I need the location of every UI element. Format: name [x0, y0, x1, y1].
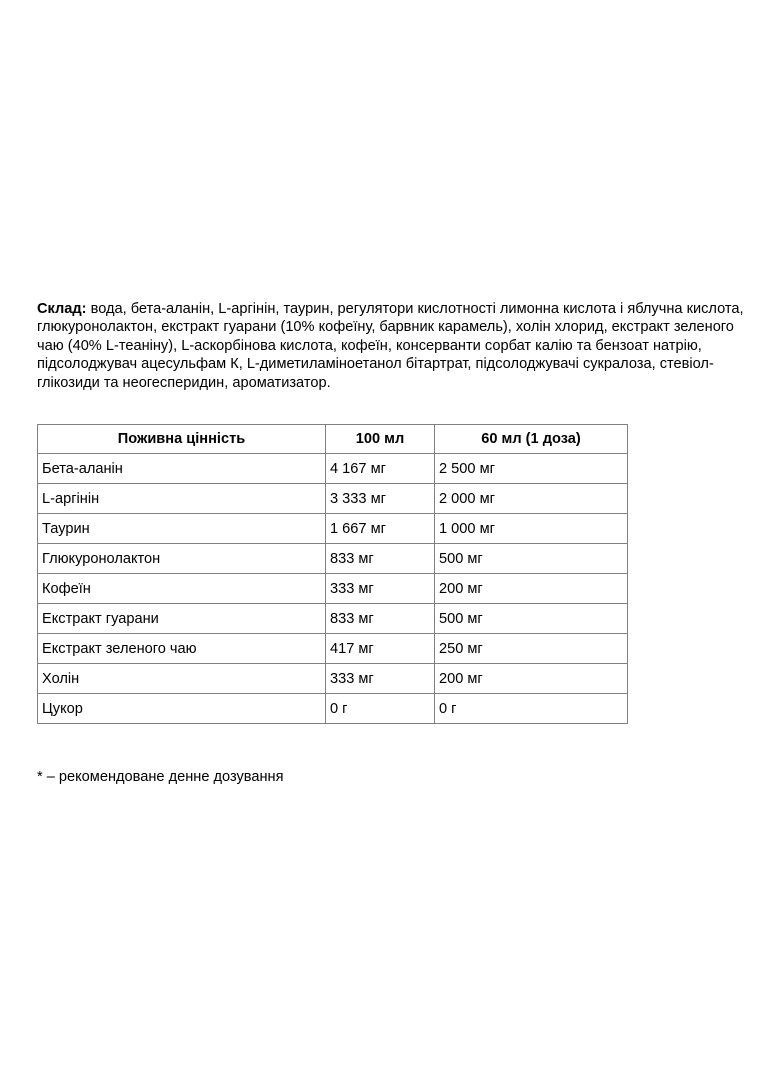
nutrient-per-100ml: 4 167 мг [326, 454, 435, 484]
table-header-row [38, 425, 628, 454]
ingredients-label: Склад: [37, 300, 87, 317]
nutrient-name: Глюкуронолактон [38, 544, 326, 574]
ingredients-paragraph [37, 300, 749, 393]
nutrient-per-60ml: 0 г [435, 694, 628, 724]
header-per-100ml: 100 мл [326, 425, 435, 454]
header-per-60ml: 60 мл (1 доза) [435, 425, 628, 454]
table-row [38, 484, 628, 514]
nutrient-per-60ml: 2 500 мг [435, 454, 628, 484]
ingredients-text: вода, бета-аланін, L-аргінін, таурин, регулятори кислотності лимонна кислота і яблучна кислота, глюкуронолактон, екстракт гуарани (10% кофеїну, барвник карамель), холін хлорид, екстракт зеленого чаю (40% L-теаніну), L-аскорбінова кислота, кофеїн, консерванти сорбат калію та бензоат натрію, підсолоджувач ацесульфам К, L-диметиламіноетанол бітартрат, підсолоджувачі сукралоза, стевіол-глікозиди та неогесперидин, ароматизатор. [37, 300, 744, 391]
footnote-daily-dosage: * – рекомендоване денне дозування [37, 768, 284, 785]
nutrient-name: Екстракт зеленого чаю [38, 634, 326, 664]
nutrient-per-100ml: 333 мг [326, 664, 435, 694]
nutrient-per-60ml: 250 мг [435, 634, 628, 664]
nutrient-per-100ml: 3 333 мг [326, 484, 435, 514]
nutrient-per-100ml: 0 г [326, 694, 435, 724]
nutrient-name: Екстракт гуарани [38, 604, 326, 634]
nutrient-name: L-аргінін [38, 484, 326, 514]
nutrient-per-60ml: 500 мг [435, 604, 628, 634]
table-row [38, 694, 628, 724]
table-row [38, 574, 628, 604]
nutrient-per-100ml: 833 мг [326, 604, 435, 634]
nutrient-name: Бета-аланін [38, 454, 326, 484]
nutrient-per-100ml: 1 667 мг [326, 514, 435, 544]
table-row [38, 544, 628, 574]
nutrient-per-100ml: 833 мг [326, 544, 435, 574]
table-row [38, 514, 628, 544]
nutrient-per-60ml: 200 мг [435, 574, 628, 604]
nutrition-facts-table [37, 424, 628, 724]
nutrient-per-60ml: 200 мг [435, 664, 628, 694]
nutrient-per-60ml: 500 мг [435, 544, 628, 574]
nutrient-per-100ml: 333 мг [326, 574, 435, 604]
header-nutritional-value: Поживна цінність [38, 425, 326, 454]
nutrient-name: Холін [38, 664, 326, 694]
nutrient-name: Цукор [38, 694, 326, 724]
nutrient-name: Кофеїн [38, 574, 326, 604]
table-row [38, 634, 628, 664]
table-row [38, 664, 628, 694]
nutrient-per-60ml: 1 000 мг [435, 514, 628, 544]
nutrient-per-100ml: 417 мг [326, 634, 435, 664]
nutrient-per-60ml: 2 000 мг [435, 484, 628, 514]
nutrient-name: Таурин [38, 514, 326, 544]
table-row [38, 604, 628, 634]
table-row [38, 454, 628, 484]
